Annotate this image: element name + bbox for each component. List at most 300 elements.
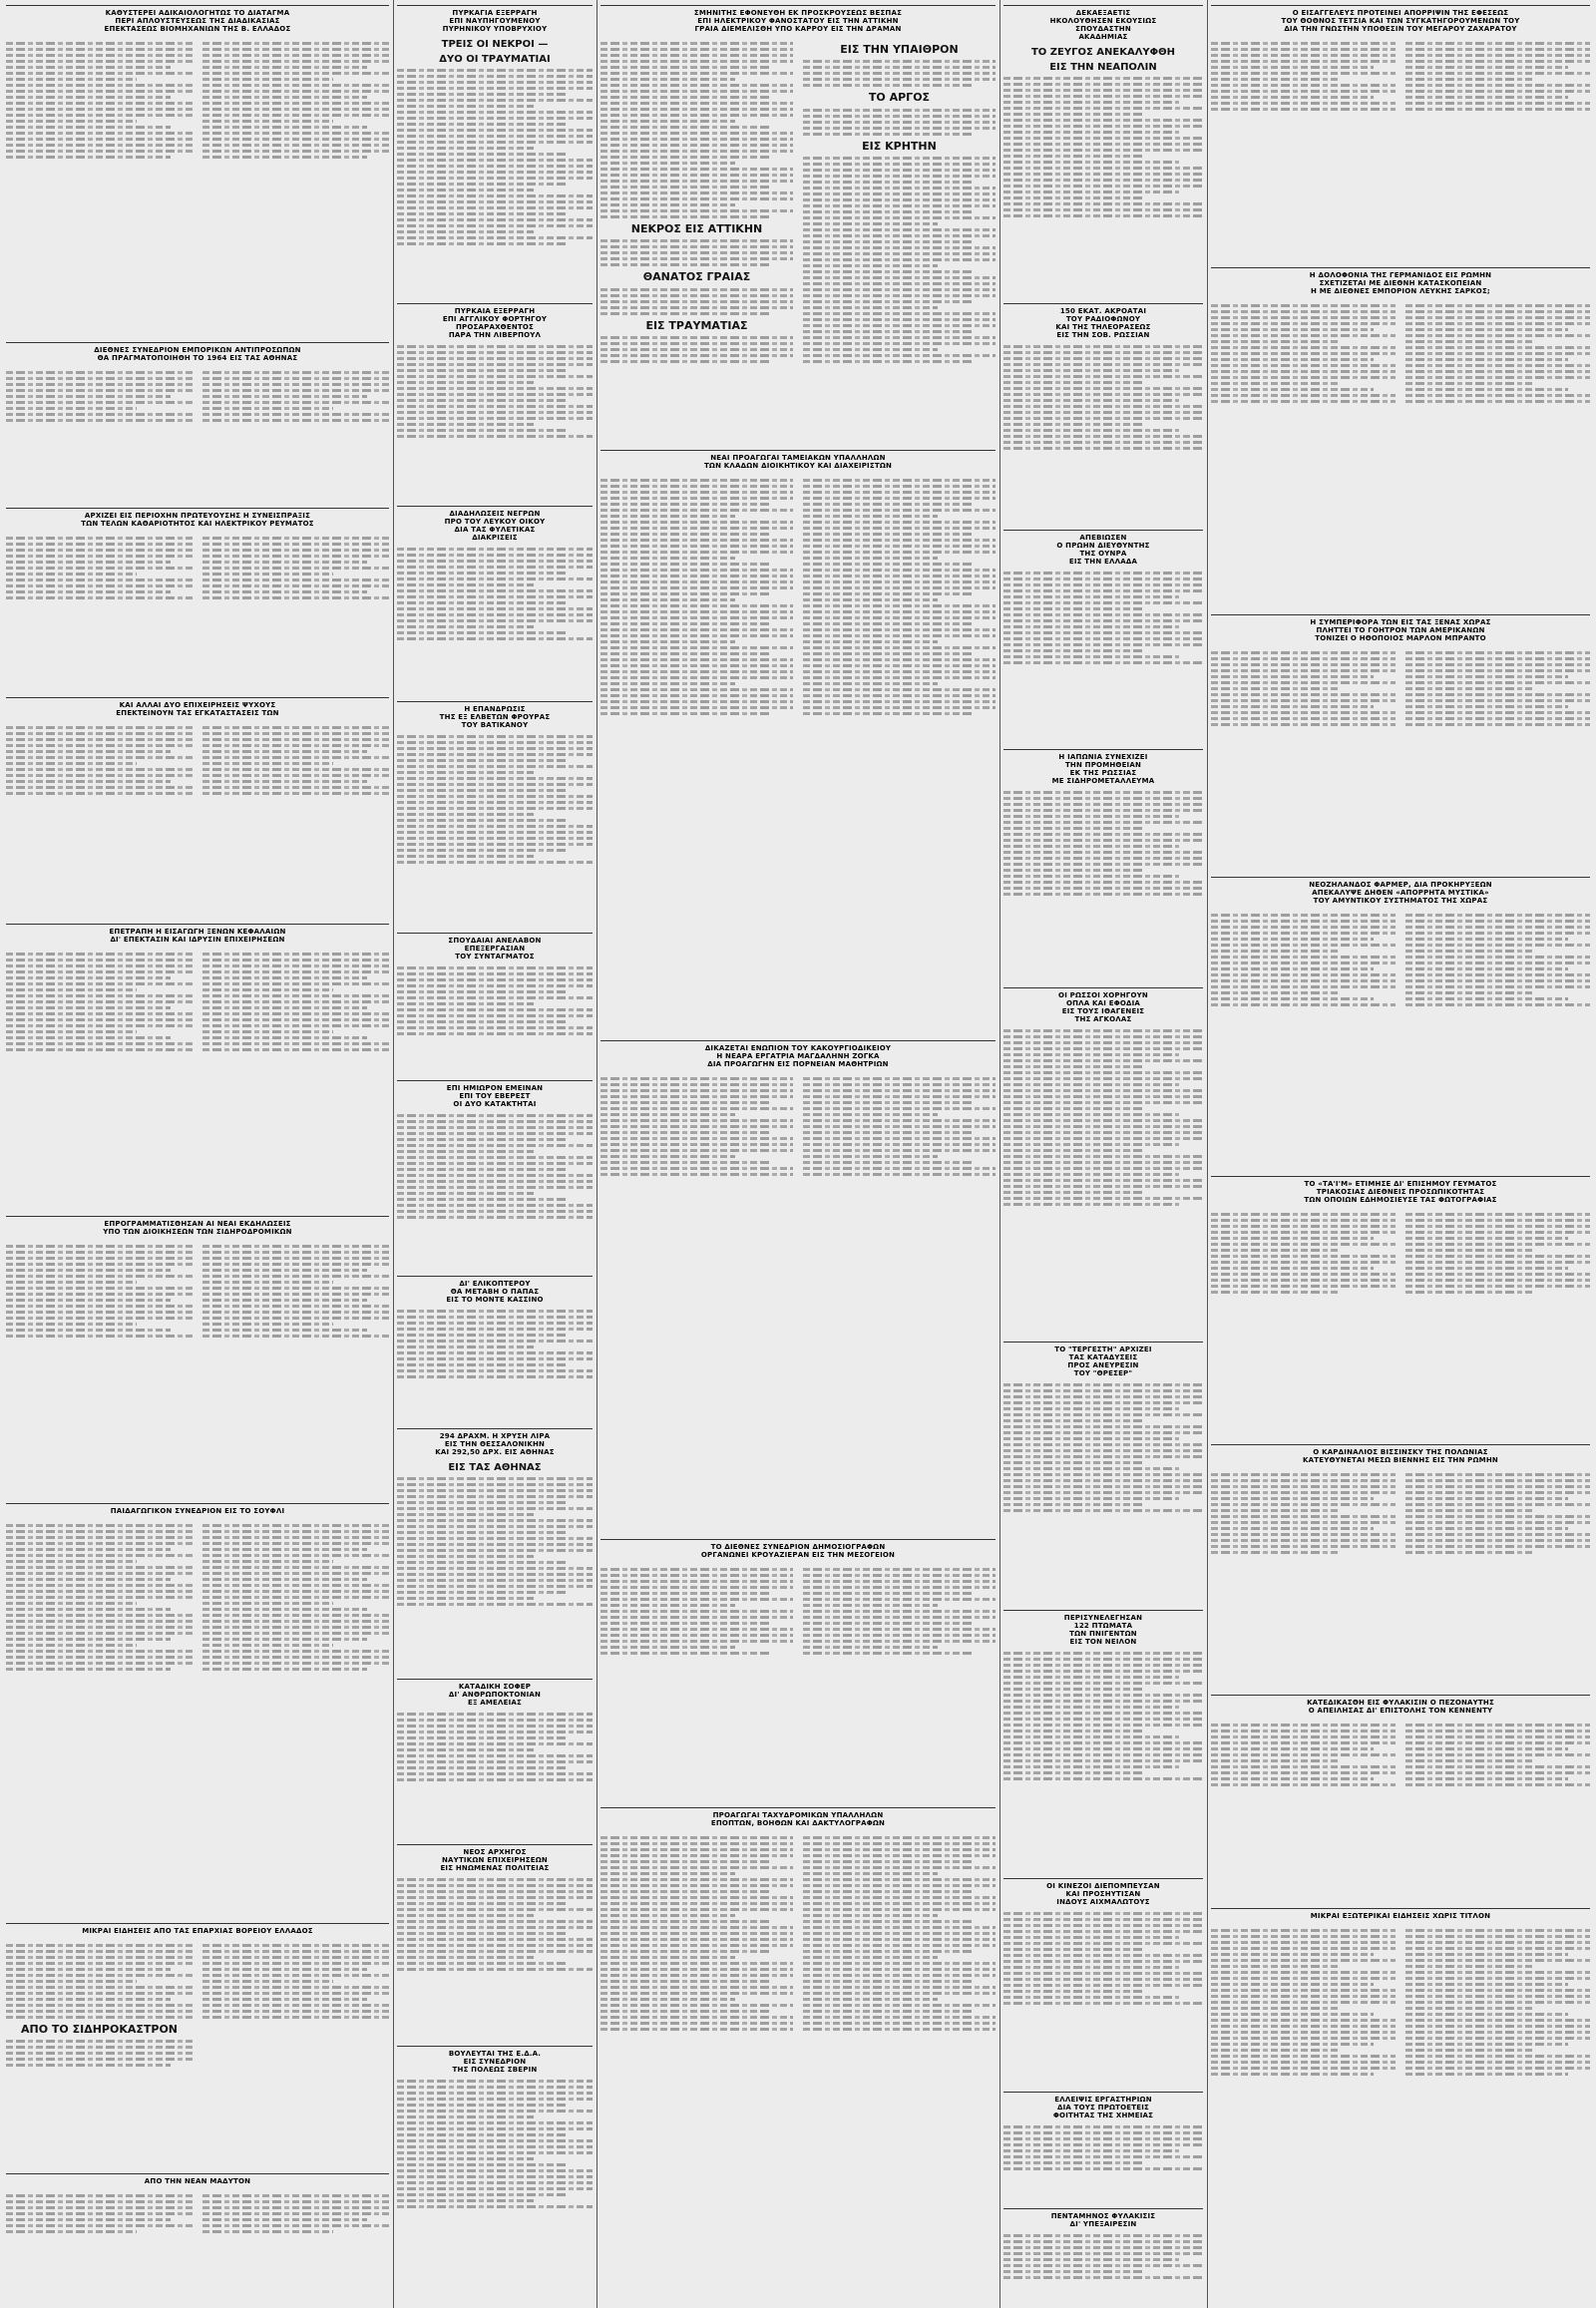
text-line [6,1323,137,1326]
text-line [202,1299,367,1302]
text-line [397,351,593,354]
text-line [202,543,389,546]
headline: ΣΧΕΤΙΖΕΤΑΙ ΜΕ ΔΙΕΘΝΗ ΚΑΤΑΣΚΟΠΕΙΑΝ [1319,279,1482,288]
headline-block [397,1679,593,1707]
text-line [600,646,793,649]
text-line [600,527,793,530]
article-body [397,1713,593,1781]
text-line [397,1144,593,1147]
text-line [1003,1509,1203,1512]
headline: ΑΚΑΔΗΜΙΑΣ [1078,33,1128,42]
text-line [202,1536,389,1539]
text-line [397,2175,593,2178]
article-body [600,476,996,718]
text-line [397,369,569,372]
text-line [600,569,793,572]
text-line [6,1024,193,1027]
text-line [803,1836,996,1839]
text-line [6,2224,193,2227]
text-line [600,1932,793,1935]
headline: ΕΙΣ ΣΥΝΕΔΡΙΟΝ [463,2058,527,2067]
headline: ΔΙΑΚΡΙΣΕΙΣ [472,534,518,543]
text-line [803,1634,996,1637]
headline-block [6,697,389,717]
text-line [1003,589,1203,592]
text-line [202,732,389,735]
text-line [1211,1977,1396,1980]
text-line [1003,1960,1203,1963]
article-body [1211,1926,1590,2079]
text-line [600,312,770,315]
text-line [1003,1670,1203,1673]
text-line [6,750,171,753]
text-line [1003,2234,1203,2237]
headline-block [6,924,389,944]
text-line [1405,962,1590,964]
text-line [1405,1255,1590,1258]
text-line [1003,1101,1203,1104]
text-line [1003,2258,1179,2261]
text-line [6,1980,137,1983]
text-line [600,1956,735,1959]
article [600,1807,996,2307]
headline-block [6,2173,389,2185]
text-line [397,1204,593,1207]
text-line [1003,1984,1203,1987]
text-line [202,383,389,386]
text-line [1003,1930,1203,1933]
column-divider [393,0,394,2308]
text-line [397,984,593,987]
text-line [397,801,593,804]
text-line [6,1656,193,1659]
headline: ΙΝΔΟΥΣ ΑΙΧΜΑΛΩΤΟΥΣ [1056,1898,1150,1907]
text-line [202,1335,389,1338]
text-line [803,109,996,112]
text-line [1405,1730,1590,1732]
text-line [600,1974,793,1977]
text-line [6,774,193,777]
text-line [1405,370,1590,373]
text-line [202,970,389,973]
text-line [803,133,973,136]
article-body [1003,572,1203,664]
text-line [600,688,793,691]
text-line [202,596,389,599]
text-line [803,1604,938,1607]
text-line [600,1986,793,1989]
text-line [1211,2073,1374,2076]
text-line [6,1614,193,1617]
text-line [1211,90,1396,93]
text-line [202,1644,333,1647]
subheading: ΕΙΣ ΤΡΑΥΜΑΤΙΑΣ [645,318,748,332]
text-line [1003,208,1203,211]
article-rule [397,506,593,507]
text-line [803,1652,973,1655]
text-line [1003,1179,1203,1182]
text-line [202,138,389,141]
text-line [803,1574,996,1577]
text-line [803,1107,996,1110]
text-line [202,126,367,129]
headline: Ο ΑΠΕΙΛΗΣΑΣ ΔΙ' ΕΠΙΣΤΟΛΗΣ ΤΟΝ ΚΕΝΝΕΝΤΥ [1308,1707,1493,1716]
headline: ΤΟΥ ΡΑΔΙΟΦΩΝΟΥ [1065,315,1141,324]
text-line [202,1626,389,1629]
article [1211,877,1590,1168]
text-line [202,1269,367,1272]
article-rule [1003,1342,1203,1343]
text-line [397,1890,593,1893]
text-line [1211,1765,1396,1768]
text-line [202,1036,367,1039]
text-line [1405,84,1590,87]
text-line [202,377,389,380]
article [397,1844,593,2039]
text-line [1211,1947,1396,1950]
text-line [1211,400,1396,403]
text-line [397,2157,534,2160]
text-line [803,1848,996,1851]
text-line [803,127,996,130]
article-rule [6,508,389,509]
text-line [202,1524,389,1527]
text-line [600,156,770,159]
text-line [202,1620,389,1623]
text-line [1405,102,1590,105]
headline: ΕΙΣ ΤΟΝ ΝΕΙΛΟΝ [1069,1638,1137,1647]
text-line [803,84,973,87]
text-line [1405,1783,1590,1786]
text-line [6,1329,171,1332]
text-line [202,1980,333,1983]
text-line [1405,1521,1590,1524]
text-line [600,84,793,87]
text-line [202,1986,389,1989]
article [6,508,389,690]
text-line [1405,1935,1590,1938]
text-line [202,1950,389,1953]
headline: ΒΟΥΛΕΥΤΑΙ ΤΗΣ Ε.Δ.Α. [448,2050,542,2058]
text-line [397,171,593,174]
text-line [6,72,193,75]
text-line [397,972,593,975]
text-line [397,429,569,432]
text-line [397,99,593,102]
text-line [1211,358,1374,361]
headline: ΑΡΧΙΖΕΙ ΕΙΣ ΠΕΡΙΟΧΗΝ ΠΡΩΤΕΥΟΥΣΗΣ Η ΣΥΝΕΙΣΠΡΑΞΙΣ [84,512,311,520]
article-body [397,1878,593,1971]
text-line [202,1287,389,1290]
headline: ΔΙΚΑΖΕΤΑΙ ΕΝΩΠΙΟΝ ΤΟΥ ΚΑΚΟΥΡΓΙΟΔΙΚΕΙΟΥ [704,1044,892,1052]
text-line [1405,1249,1535,1252]
text-line [6,2052,193,2055]
text-line [1003,1912,1203,1915]
text-line [1003,77,1203,80]
headline: ΤΟ «ΤΑ'Ι'Μ» ΕΤΙΜΗΣΕ ΔΙ' ΕΠΙΣΗΜΟΥ ΓΕΥΜΑΤΟΣ [1304,1180,1497,1188]
text-line [397,759,569,762]
text-line [202,750,367,753]
text-line [6,1944,193,1947]
article-rule [6,1216,389,1217]
text-line [6,1644,137,1647]
text-line [1211,1285,1396,1288]
headline-block [600,1040,996,1068]
text-line [1211,394,1396,397]
text-line [202,1662,389,1665]
text-line [1405,1765,1590,1768]
text-line [1405,364,1590,367]
headline-block [1003,1610,1203,1646]
text-line [1405,914,1590,917]
text-line [397,1477,593,1480]
text-line [397,1603,593,1606]
text-line [1003,95,1203,98]
text-line [600,1592,770,1595]
text-line [397,1008,593,1011]
text-line [202,150,389,153]
text-line [6,1962,193,1965]
text-line [6,1560,137,1563]
text-line [202,555,389,558]
text-line [600,1842,793,1845]
article [397,1080,593,1269]
text-line [202,1257,389,1260]
text-line [6,1012,193,1015]
headline: ΚΑΤΑΔΙΚΗ ΣΟΦΕΡ [458,1683,532,1691]
text-line [397,1525,593,1528]
text-line [803,1944,996,1947]
text-line [1211,1545,1396,1548]
text-line [600,48,793,51]
text-line [600,96,770,99]
text-line [397,1014,593,1017]
text-line [1211,1515,1396,1518]
text-line [1003,161,1179,164]
text-line [1003,375,1203,378]
text-line [1003,393,1203,396]
text-line [600,257,793,260]
text-line [600,1113,735,1116]
text-line [397,75,593,78]
text-line [1405,1551,1535,1554]
text-line [1211,1551,1341,1554]
article-body [6,1242,389,1341]
article [600,5,996,442]
text-line [600,604,793,607]
text-line [1405,1983,1568,1986]
text-line [600,102,793,105]
text-line [202,1024,389,1027]
text-line [600,336,793,339]
text-line [397,236,593,239]
text-line [397,1156,593,1159]
text-line [1003,405,1203,408]
text-line [1003,202,1203,205]
text-line [1003,857,1203,860]
headline: ΠΡΟΣ ΑΝΕΥΡΕΣΙΝ [1067,1361,1139,1370]
text-line [600,682,735,685]
text-line [1405,1741,1590,1744]
headline: ΔΙΑ ΠΡΟΑΓΩΓΗΝ ΕΙΣ ΠΟΡΝΕΙΑΝ ΜΑΘΗΤΡΙΩΝ [707,1060,889,1069]
text-line [397,2145,593,2148]
text-line [202,584,389,587]
text-line [397,554,593,557]
article [1003,2092,1203,2201]
text-line [1211,1771,1396,1774]
text-line [1405,711,1590,714]
text-line [6,2016,193,2019]
text-line [600,263,770,266]
text-line [600,1938,793,1941]
text-line [202,2218,367,2221]
headline: ΤΗΣ ΟΥΝΡΑ [1079,550,1127,559]
text-line [202,84,389,87]
text-line [6,401,193,404]
text-line [397,69,593,72]
headline: ΠΕΡΙ ΑΠΛΟΥΣΤΕΥΣΕΩΣ ΤΗΣ ΔΙΑΔΙΚΑΣΙΑΣ [115,17,280,26]
text-line [1211,1509,1341,1512]
text-line [803,264,938,267]
text-line [803,1622,973,1625]
article-rule [1003,530,1203,531]
text-line [6,1956,193,1959]
article-rule [1003,2092,1203,2093]
text-line [1003,1497,1179,1500]
text-line [397,990,569,993]
text-line [397,1778,593,1781]
text-line [803,509,996,512]
text-line [6,1950,193,1953]
text-line [397,423,534,426]
text-line [803,72,996,75]
text-line [803,1980,973,1983]
text-line [397,405,593,408]
text-line [1003,1747,1203,1750]
text-line [6,970,193,973]
text-line [202,1530,389,1533]
text-line [1405,90,1590,93]
text-line [202,1000,389,1003]
text-line [1405,1497,1568,1500]
text-line [600,551,793,554]
text-line [397,87,593,90]
text-line [6,1986,193,1989]
text-line [202,102,389,105]
headline: ΔΙ' ΕΛΙΚΟΠΤΕΡΟΥ [459,1280,531,1288]
text-line [397,831,593,834]
text-line [600,54,793,57]
text-line [397,1561,569,1564]
column-divider [597,0,598,2308]
text-line [6,1287,193,1290]
text-line [1211,2037,1396,2040]
text-line [803,1616,996,1619]
text-line [1211,42,1396,45]
text-line [1003,1449,1203,1452]
text-line [1211,711,1396,714]
text-line [6,1620,193,1623]
text-line [397,1032,593,1035]
text-line [1405,1285,1590,1288]
text-line [600,592,770,595]
text-line [803,586,996,589]
headline: Ο ΚΑΡΔΙΝΑΛΙΟΣ ΒΙΣΣΙΝΣΚΥ ΤΗΣ ΠΟΛΩΝΙΑΣ [1313,1448,1488,1456]
article-body [1211,911,1590,1009]
text-line [600,42,793,45]
headline-block [6,1923,389,1935]
article [1211,1176,1590,1437]
text-line [1003,2143,1203,2146]
text-line [803,1872,938,1875]
article-rule [1003,1610,1203,1611]
text-line [202,1944,389,1947]
text-line [1211,48,1396,51]
text-line [397,1120,593,1123]
column-divider [1207,0,1208,2308]
text-line [1405,2061,1590,2064]
text-line [1211,699,1396,702]
text-line [397,819,569,822]
text-line [1211,78,1341,81]
text-line [600,1926,793,1929]
text-line [6,1524,193,1527]
text-line [803,1083,996,1086]
text-line [1405,723,1590,726]
text-line [1003,1185,1203,1188]
text-line [397,625,534,628]
text-line [1211,2031,1396,2034]
article-body [397,345,593,438]
text-line [1211,2013,1374,2016]
text-line [803,216,996,219]
article-body [397,1114,593,1219]
headline-block [1211,614,1590,642]
text-line [6,1030,137,1033]
article-rule [397,303,593,304]
text-line [202,389,389,392]
text-line [6,1536,193,1539]
headline-block [1003,749,1203,785]
text-line [1211,1753,1396,1756]
text-line [600,1574,793,1577]
text-line [803,282,996,285]
headline: Ο ΠΡΩΗΝ ΔΙΕΥΘΥΝΤΗΣ [1056,542,1150,551]
text-line [397,2169,593,2172]
text-line [803,234,996,237]
text-line [397,381,534,384]
text-line [397,1363,569,1366]
text-line [397,411,593,414]
headline: ΕΙΣ ΤΟ ΜΟΝΤΕ ΚΑΣΣΙΝΟ [446,1296,544,1305]
text-line [1405,1237,1568,1240]
headline: ΔΙ' ΕΠΕΚΤΑΣΙΝ ΚΑΙ ΙΔΡΥΣΙΝ ΕΠΙΧΕΙΡΗΣΕΩΝ [110,936,285,945]
text-line [803,1137,996,1140]
text-line [803,1854,996,1857]
text-line [6,371,193,374]
text-line [1211,2001,1396,2004]
article-body [1003,791,1203,896]
text-line [397,1210,593,1213]
article [397,1679,593,1836]
headline: ΠΕΝΤΑΜΗΝΟΣ ΦΥΛΑΚΙΣΙΣ [1050,2212,1156,2220]
text-line [1211,1983,1374,1986]
text-line [1003,1658,1203,1661]
text-line [1003,363,1203,366]
text-line [202,537,389,540]
text-line [600,114,793,117]
text-line [600,580,793,583]
